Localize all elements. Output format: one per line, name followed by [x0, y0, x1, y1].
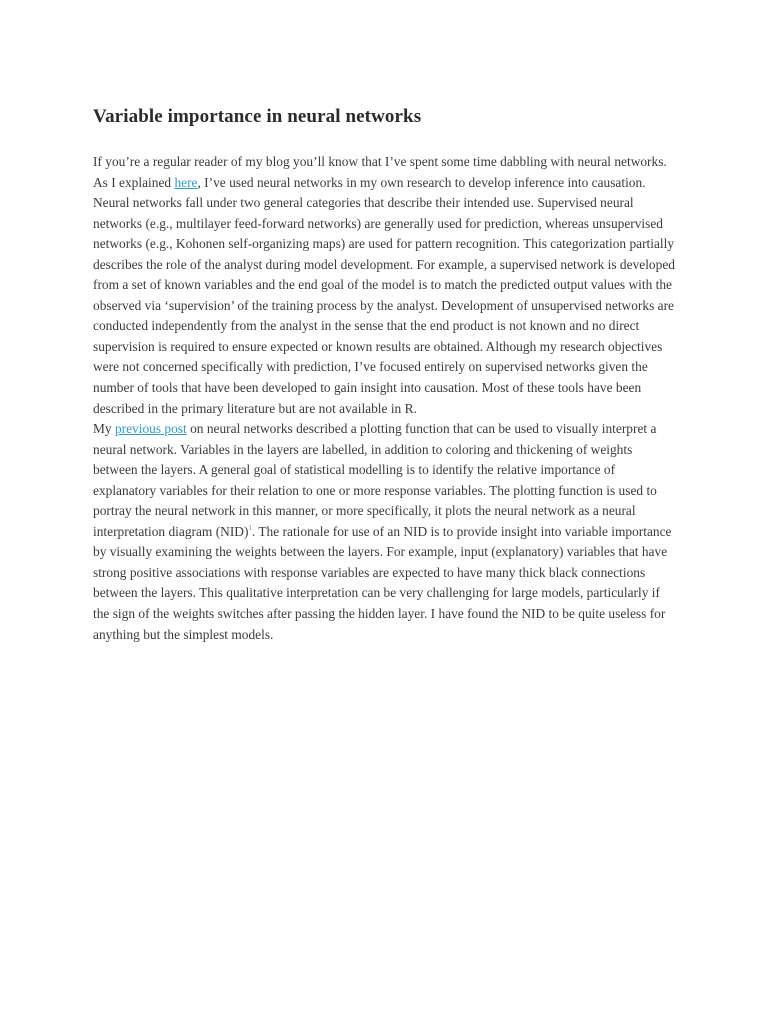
paragraph-plotting-text-start: My [93, 421, 115, 437]
here-link[interactable]: here [174, 174, 198, 190]
article-title: Variable importance in neural networks [93, 106, 422, 127]
paragraph-plotting-text-middle: on neural networks described a plotting function that can be used to visually interpret a neural network. Variables in the layers are labelled, in addition to coloring and thickening of weights between the layers. A general goal of statistical modelling is to identify the relative importance of explanatory variables for their relation to one or more response variables. The plotting function is used to portray the neural network in this manner, or more specifically, it plots the neural network as a neural interpretation diagram (NID) [93, 421, 657, 539]
paragraph-intro-text-end: , I’ve used neural networks in my own research to develop inference into causation. Neural networks fall under two general categories that describe their intended use. Supervised neural networks (e.g., multilayer feed-forward networks) are generally used for prediction, whereas unsupervised networks (e.g., Kohonen self-organizing maps) are used for pattern recognition. This categorization partially describes the role of the analyst during model development. For example, a supervised network is developed from a set of known variables and the end goal of the model is to match the predicted output values with the observed via ‘supervision’ of the training process by the analyst. Development of unsupervised networks are conducted independently from the analyst in the sense that the end product is not known and no direct supervision is required to ensure expected or known results are obtained. Although my research objectives were not concerned specifically with prediction, I’ve focused entirely on supervised networks given the number of tools that have been developed to gain insight into causation. Most of these tools have been described in the primary literature but are not available in R. [93, 174, 675, 416]
paragraph-intro [93, 152, 677, 419]
paragraph-intro-text-start: If you’re a regular reader of my blog you’ll know that I’ve spent some time dabbling with neural networks. As I explained [93, 154, 667, 190]
article [93, 104, 677, 645]
previous-post-link[interactable]: previous post [114, 421, 187, 437]
paragraph-plotting-text-end: . The rationale for use of an NID is to provide insight into variable importance by visually examining the weights between the layers. For example, input (explanatory) variables that have strong positive associations with response variables are expected to have many thick black connections between the layers. This qualitative interpretation can be very challenging for large models, particularly if the sign of the weights switches after passing the hidden layer. I have found the NID to be quite useless for anything but the simplest models. [93, 523, 672, 642]
footnote-link[interactable]: 1 [248, 523, 252, 532]
paragraph-plotting [93, 419, 677, 645]
